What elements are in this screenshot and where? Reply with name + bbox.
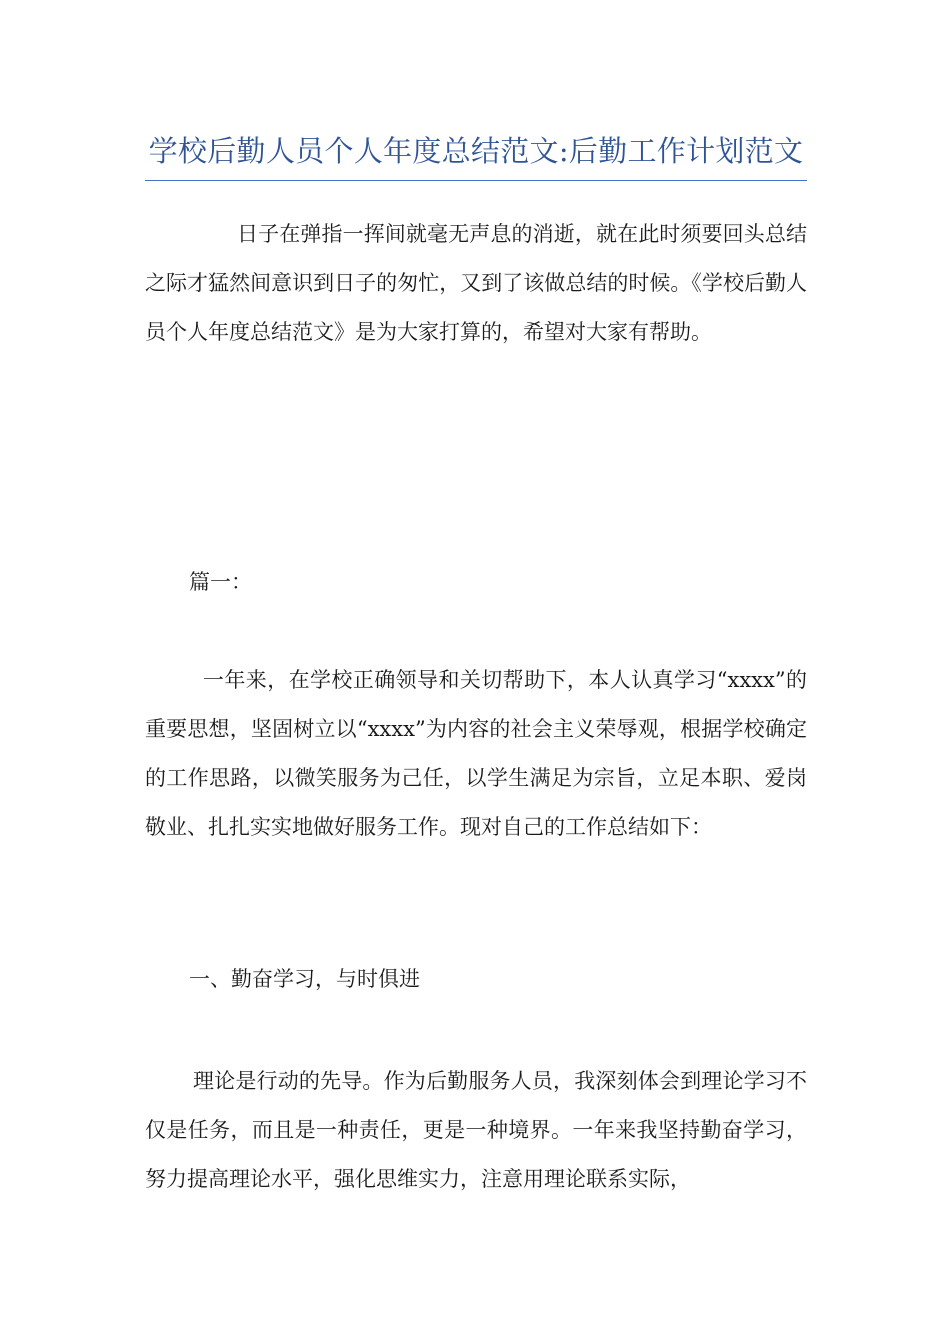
body-paragraph-2: 理论是行动的先导。作为后勤服务人员，我深刻体会到理论学习不仅是任务，而且是一种责任，更是一种境界。一年来我坚持勤奋学习，努力提高理论水平，强化思维实力，注意用理论联系实际， — [145, 1069, 807, 1191]
intro-paragraph: 日子在弹指一挥间就毫无声息的消逝，就在此时须要回头总结之际才猛然间意识到日子的匆忙，又到了该做总结的时候。《学校后勤人员个人年度总结范文》是为大家打算的，希望对大家有帮助。 — [145, 222, 807, 344]
title-underline — [145, 180, 807, 181]
section-heading-1: 一、勤奋学习，与时俱进 — [189, 967, 420, 991]
section-label: 篇一： — [189, 570, 252, 594]
document-title: 学校后勤人员个人年度总结范文:后勤工作计划范文 — [148, 134, 804, 168]
body-paragraph-1: 一年来，在学校正确领导和关切帮助下，本人认真学习“xxxx”的重要思想，坚固树立以“xxxx”为内容的社会主义荣辱观，根据学校确定的工作思路，以微笑服务为己任，以学生满足为宗旨，立足本职、爱岗敬业、扎扎实实地做好服务工作。现对自己的工作总结如下： — [145, 668, 807, 839]
